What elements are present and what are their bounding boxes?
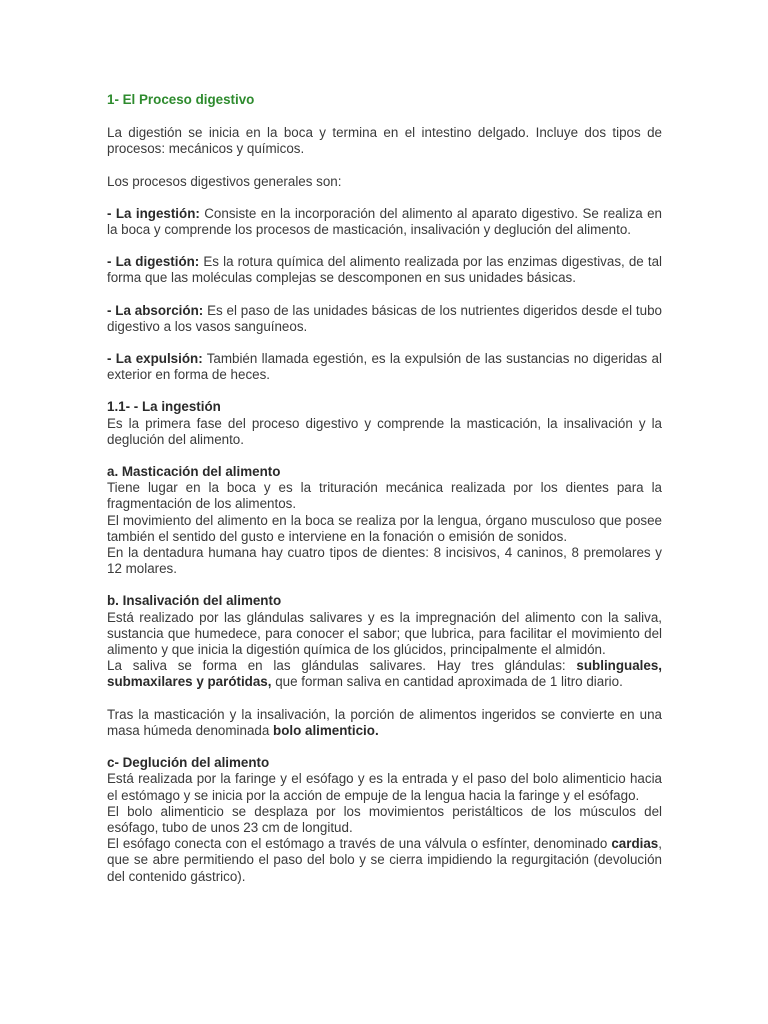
masticacion-p2: El movimiento del alimento en la boca se realiza por la lengua, órgano musculoso que posee también el sentido del gusto e interviene en la fonación o emisión de sonidos. bbox=[107, 512, 662, 544]
process-text: También llamada egestión, es la expulsión de las sustancias no digeridas al exterior en forma de heces. bbox=[107, 351, 662, 383]
masticacion-p1: Tiene lugar en la boca y es la trituración mecánica realizada por los dientes para la fragmentación de los alimentos. bbox=[107, 480, 662, 512]
process-absorption bbox=[107, 303, 662, 335]
process-label: - La digestión: bbox=[107, 254, 200, 270]
process-digestion bbox=[107, 254, 662, 286]
insalivacion-heading: b. Insalivación del alimento bbox=[107, 593, 282, 609]
deglucion-p3 bbox=[107, 836, 662, 885]
bolo-pre: Tras la masticación y la insalivación, la porción de alimentos ingeridos se convierte en una masa húmeda denominada bbox=[107, 706, 662, 738]
process-text: Es la rotura química del alimento realizada por las enzimas digestivas, de tal forma que las moléculas complejas se descomponen en sus unidades básicas. bbox=[107, 254, 662, 286]
insalivacion-p2-pre: La saliva se forma en las glándulas salivares. Hay tres glándulas: bbox=[107, 658, 577, 674]
bolo-paragraph bbox=[107, 707, 662, 739]
glandulas-bold: sublinguales, submaxilares y parótidas, bbox=[107, 658, 662, 690]
masticacion-heading: a. Masticación del alimento bbox=[107, 464, 281, 480]
process-text: Consiste en la incorporación del alimento al aparato digestivo. Se realiza en la boca y comprende los procesos de masticación, insalivación y deglución del alimento. bbox=[107, 205, 663, 238]
deglucion-heading: c- Deglución del alimento bbox=[107, 755, 270, 771]
process-label: - La ingestión: bbox=[107, 205, 200, 221]
process-label: - La absorción: bbox=[107, 302, 204, 318]
process-label: - La expulsión: bbox=[107, 351, 203, 367]
insalivacion-p2-post: que forman saliva en cantidad aproximada de 1 litro diario. bbox=[271, 674, 623, 690]
insalivacion-p2 bbox=[107, 658, 662, 690]
intro-paragraph: La digestión se inicia en la boca y termina en el intestino delgado. Incluye dos tipos de procesos: mecánicos y químicos. bbox=[107, 125, 662, 157]
insalivacion-p1: Está realizado por las glándulas salivares y es la impregnación del alimento con la saliva, sustancia que humedece, para conocer el sabor; que lubrica, para facilitar el movimiento del alimento y que inicia la digestión química de los glúcidos, principalmente el almidón. bbox=[107, 609, 662, 658]
process-ingestion bbox=[107, 206, 662, 238]
general-lead: Los procesos digestivos generales son: bbox=[107, 173, 342, 189]
deglucion-p3-post: , que se abre permitiendo el paso del bolo y se cierra impidiendo la regurgitación (devolución del contenido gástrico). bbox=[107, 836, 662, 884]
section-ingestion-heading: 1.1- - La ingestión bbox=[107, 399, 221, 415]
process-expulsion bbox=[107, 351, 662, 383]
deglucion-p3-pre: El esófago conecta con el estómago a través de una válvula o esfínter, denominado bbox=[107, 836, 612, 852]
bolo-bold: bolo alimenticio. bbox=[273, 722, 379, 738]
document-title: 1- El Proceso digestivo bbox=[107, 92, 255, 107]
masticacion-p3: En la dentadura humana hay cuatro tipos de dientes: 8 incisivos, 4 caninos, 8 premolares y 12 molares. bbox=[107, 545, 662, 577]
process-text: Es el paso de las unidades básicas de los nutrientes digeridos desde el tubo digestivo a los vasos sanguíneos. bbox=[107, 302, 662, 334]
cardias-bold: cardias bbox=[611, 836, 659, 852]
deglucion-p1: Está realizada por la faringe y el esófago y es la entrada y el paso del bolo alimenticio hacia el estómago y se inicia por la acción de empuje de la lengua hacia la faringe y el esófago. bbox=[107, 771, 662, 803]
deglucion-p2: El bolo alimenticio se desplaza por los movimientos peristálticos de los músculos del esófago, tubo de unos 23 cm de longitud. bbox=[107, 803, 662, 835]
section-ingestion-text: Es la primera fase del proceso digestivo y comprende la masticación, la insalivación y la deglución del alimento. bbox=[107, 415, 662, 447]
